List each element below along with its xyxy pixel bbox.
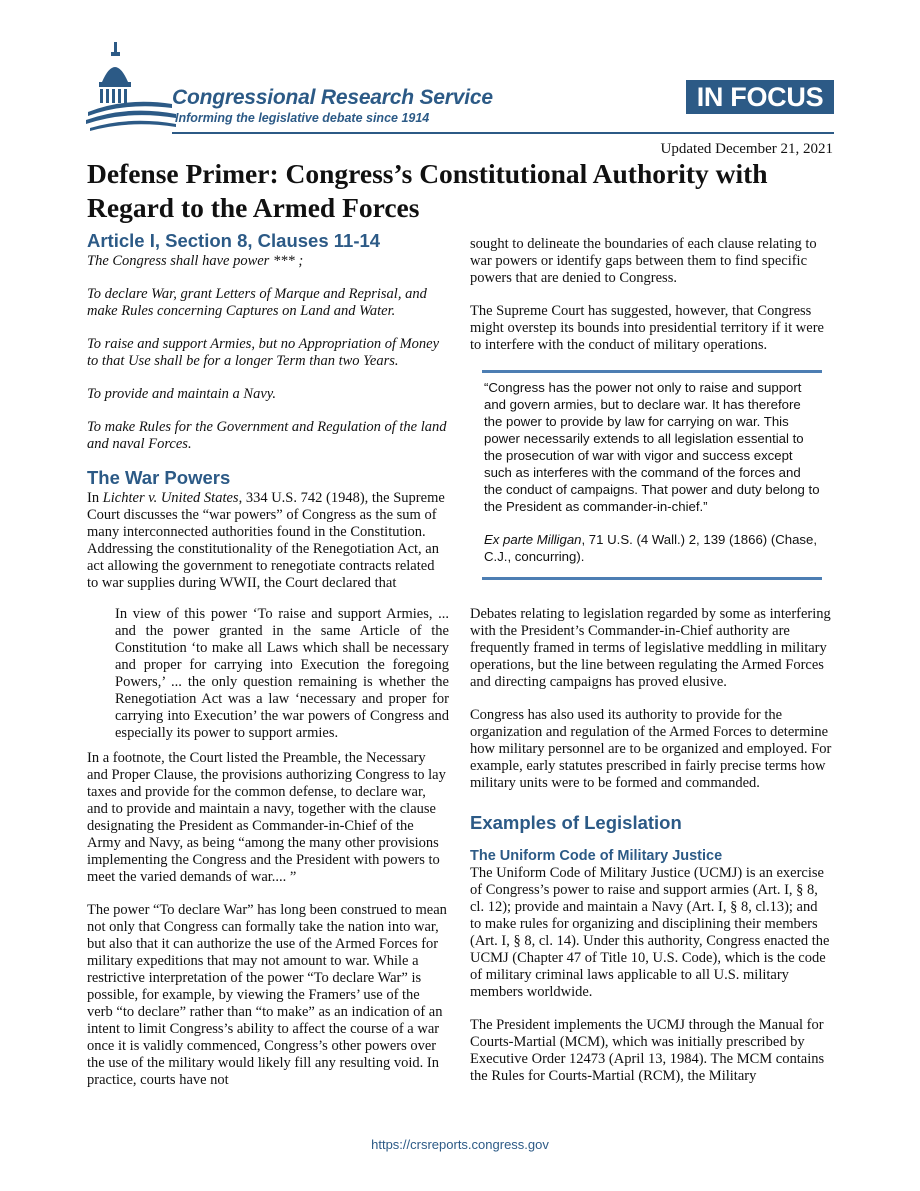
clause-text: To declare War, grant Letters of Marque and Reprisal, and make Rules concerning Captures on Land and Water. xyxy=(87,286,427,319)
left-column xyxy=(87,230,447,1089)
org-name: Congressional Research Service xyxy=(172,86,493,109)
paragraph: Debates relating to legislation regarded by some as interfering with the President’s Commander-in-Chief authority are frequently framed in terms of legislative meddling in military operations, but the line between regulating the Armed Forces and directing campaigns has proved elusive. xyxy=(470,606,831,690)
court-blockquote: In view of this power ‘To raise and support Armies, ... and the power granted in the same Article of the Constitution ‘to make all Laws which shall be necessary and proper for carrying into Execution the foregoing Powers,’ ... the only question remaining is whether the Renegotiation Act was a law ‘necessary and proper for carrying into Execution’ the war powers of Congress and especially its power to support armies. xyxy=(115,606,449,741)
paragraph: The power “To declare War” has long been construed to mean not only that Congress can formally take the nation into war, but also that it can authorize the use of the Armed Forces for military expeditions that may not amount to war. While a restrictive interpretation of the power “To declare War” is possible, for example, by viewing the Framers’ use of the verb “to declare” rather than “to make” as an indication of an intent to limit Congress’s ability to affect the course of a war once it is validly commenced, Congress’s other powers over the use of the military would likely fill any resulting void. In practice, courts have not xyxy=(87,902,447,1088)
section-heading-examples: Examples of Legislation xyxy=(470,812,682,833)
org-tagline: Informing the legislative debate since 1914 xyxy=(175,111,430,125)
section-heading-article: Article I, Section 8, Clauses 11-14 xyxy=(87,230,381,251)
section-heading-war-powers: The War Powers xyxy=(87,467,231,488)
clause-text: To make Rules for the Government and Regulation of the land and naval Forces. xyxy=(87,419,447,452)
footer-link[interactable]: https://crsreports.congress.gov xyxy=(371,1137,549,1152)
paragraph: The President implements the UCMJ through the Manual for Courts-Martial (MCM), which was initially prescribed by Executive Order 12473 (April 13, 1984). The MCM contains the Rules for Courts-Martial (RCM), the Military xyxy=(470,1017,825,1084)
paragraph: In Lichter v. United States, 334 U.S. 742 (1948), the Supreme Court discusses the “war powers” of Congress as the sum of many interconnected authorities found in the Constitution. Addressing the constitutionality of the Renegotiation Act, an act allowing the government to renegotiate contracts related to war supplies during WWII, the Court declared that xyxy=(87,490,445,591)
paragraph: The Supreme Court has suggested, however, that Congress might overstep its bounds into presidential territory if it were to interfere with the conduct of military operations. xyxy=(470,303,824,353)
pull-quote-text: “Congress has the power not only to raise and support and govern armies, but to declare war. It has therefore the power to provide by law for carrying on war. This power necessarily extends to all legislation essential to the prosecution of war with vigor and success except such as interferes with the command of the forces and the conduct of campaigns. That power and duty belong to the President as commander-in-chief.” xyxy=(484,380,820,514)
updated-date: Updated December 21, 2021 xyxy=(660,141,833,157)
page-title: Defense Primer: Congress’s Constitutional Authority with Regard to the Armed Forces xyxy=(87,158,768,223)
case-name: Ex parte Milligan xyxy=(484,532,582,547)
subheading-ucmj: The Uniform Code of Military Justice xyxy=(470,848,723,864)
paragraph: In a footnote, the Court listed the Preamble, the Necessary and Proper Clause, the provisions authorizing Congress to lay taxes and provide for the common defense, to declare war, and to provide and maintain a navy, together with the clause designating the President as Commander-in-Chief of the Army and Navy, as being “among the many other provisions implementing the Congress and the President with powers to meet the varied demands of war.... ” xyxy=(87,750,446,885)
capitol-dome-icon xyxy=(86,42,178,132)
case-name: Lichter v. United States xyxy=(102,490,239,506)
clause-intro: The Congress shall have power *** ; xyxy=(87,253,304,269)
right-column xyxy=(470,236,832,1085)
pull-quote-citation: Ex parte Milligan, 71 U.S. (4 Wall.) 2, 139 (1866) (Chase, C.J., concurring). xyxy=(484,532,818,564)
paragraph: The Uniform Code of Military Justice (UCMJ) is an exercise of Congress’s power to raise and support armies (Art. I, § 8, cl. 12); provide and maintain a Navy (Art. I, § 8, cl.13); and to make rules for organizing and disciplining their members (Art. I, § 8, cl. 14). Under this authority, Congress enacted the UCMJ (Chapter 47 of Title 10, U.S. Code), which is the code of military criminal laws applicable to all U.S. military members worldwide. xyxy=(470,865,830,1000)
paragraph: Congress has also used its authority to provide for the organization and regulation of the Armed Forces to determine how military personnel are to be organized and employed. For example, early statutes prescribed in fairly precise terms how military units were to be formed and commanded. xyxy=(470,707,832,791)
series-badge: IN FOCUS xyxy=(686,80,834,114)
clause-text: To provide and maintain a Navy. xyxy=(87,386,277,402)
header-rule xyxy=(172,132,834,134)
paragraph: sought to delineate the boundaries of each clause relating to war powers or identify gaps between them to find specific powers that are denied to Congress. xyxy=(470,236,817,286)
clause-text: To raise and support Armies, but no Appropriation of Money to that Use shall be for a longer Term than two Years. xyxy=(87,336,440,369)
pull-quote-box xyxy=(482,370,822,580)
